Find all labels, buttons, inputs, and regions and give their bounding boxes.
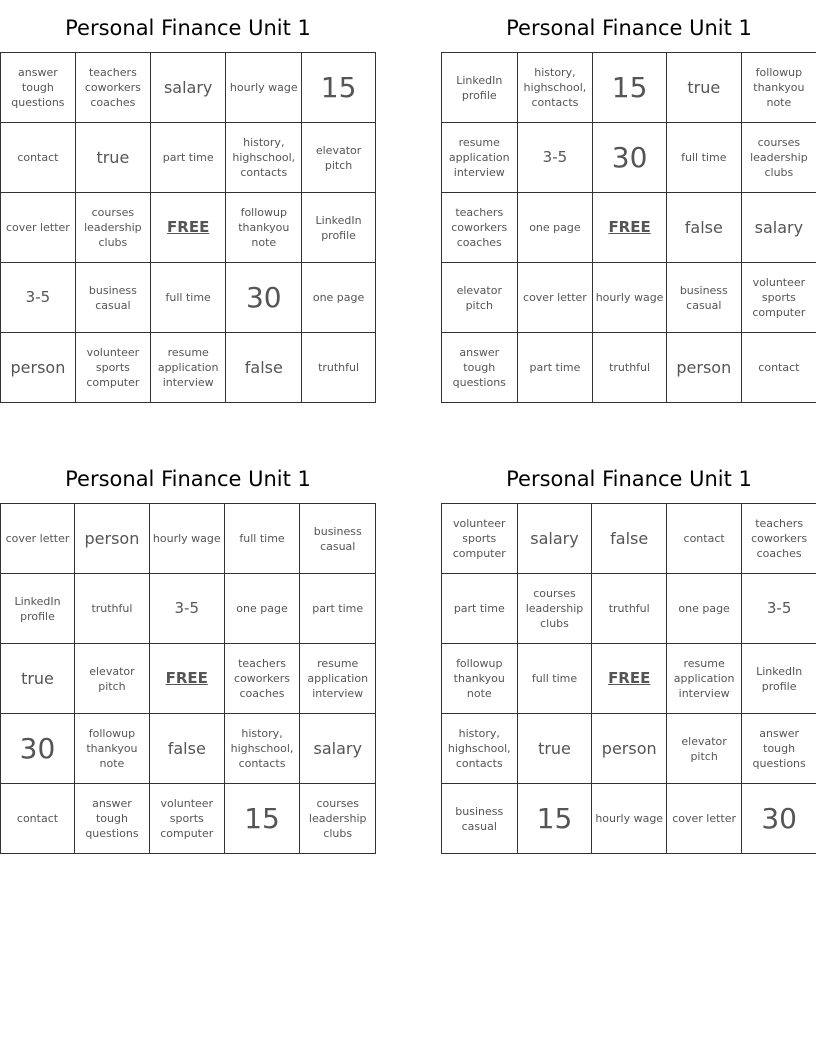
grid-cell: one page — [666, 574, 741, 644]
grid-cell: true — [666, 53, 741, 123]
grid-cell: 30 — [1, 714, 75, 784]
grid-row — [442, 504, 816, 574]
grid-row — [442, 784, 816, 854]
grid-cell: full time — [224, 504, 300, 574]
grid-cell: answer tough questions — [1, 53, 76, 123]
grid-cell: history, highschool, contacts — [226, 123, 302, 193]
grid-cell: false — [666, 193, 741, 263]
grid-row — [442, 53, 816, 123]
grid-cell: one page — [517, 193, 593, 263]
card-title: Personal Finance Unit 1 — [65, 467, 311, 491]
grid-cell: 30 — [593, 123, 667, 193]
grid-cell: false — [149, 714, 224, 784]
bingo-card-3 — [0, 463, 376, 854]
grid-row — [442, 714, 816, 784]
grid-row — [1, 263, 376, 333]
grid-cell: followup thankyou note — [226, 193, 302, 263]
grid-cell: resume application interview — [666, 644, 741, 714]
grid-row — [442, 123, 816, 193]
grid-cell: history, highschool, contacts — [224, 714, 300, 784]
grid-cell: LinkedIn profile — [1, 574, 75, 644]
grid-cell: salary — [741, 193, 816, 263]
grid-cell: courses leadership clubs — [741, 123, 816, 193]
grid-cell: teachers coworkers coaches — [742, 504, 816, 574]
grid-cell: cover letter — [1, 193, 76, 263]
card-title: Personal Finance Unit 1 — [506, 467, 752, 491]
grid-row — [1, 193, 376, 263]
grid-cell: contact — [1, 784, 75, 854]
grid-cell: part time — [300, 574, 376, 644]
grid-cell: full time — [150, 263, 225, 333]
grid-cell: 3-5 — [1, 263, 76, 333]
grid-cell: teachers coworkers coaches — [442, 193, 518, 263]
grid-cell: 3-5 — [742, 574, 816, 644]
grid-cell: courses leadership clubs — [300, 784, 376, 854]
grid-cell: 15 — [302, 53, 376, 123]
grid-cell: truthful — [302, 333, 376, 403]
free-space-cell: FREE — [150, 193, 225, 263]
bingo-card-1 — [0, 12, 376, 403]
grid-cell: resume application interview — [300, 644, 376, 714]
grid-cell: cover letter — [1, 504, 75, 574]
grid-cell: true — [1, 644, 75, 714]
grid-cell: person — [74, 504, 149, 574]
grid-cell: truthful — [592, 574, 667, 644]
card-title: Personal Finance Unit 1 — [65, 16, 311, 40]
grid-cell: truthful — [593, 333, 667, 403]
grid-cell: part time — [150, 123, 225, 193]
grid-cell: hourly wage — [226, 53, 302, 123]
grid-cell: salary — [300, 714, 376, 784]
grid-cell: history, highschool, contacts — [517, 53, 593, 123]
grid-cell: contact — [741, 333, 816, 403]
grid-cell: hourly wage — [593, 263, 667, 333]
grid-cell: answer tough questions — [742, 714, 816, 784]
grid-row — [442, 193, 816, 263]
grid-row — [1, 714, 376, 784]
grid-row — [442, 574, 816, 644]
grid-cell: true — [517, 714, 592, 784]
grid-row — [1, 333, 376, 403]
grid-cell: 30 — [226, 263, 302, 333]
grid-cell: elevator pitch — [302, 123, 376, 193]
grid-cell: 3-5 — [149, 574, 224, 644]
grid-cell: truthful — [74, 574, 149, 644]
grid-cell: hourly wage — [149, 504, 224, 574]
grid-cell: answer tough questions — [74, 784, 149, 854]
grid-cell: cover letter — [666, 784, 741, 854]
grid-cell: one page — [302, 263, 376, 333]
grid-cell: full time — [666, 123, 741, 193]
grid-cell: 15 — [593, 53, 667, 123]
grid-cell: resume application interview — [442, 123, 518, 193]
grid-row — [442, 644, 816, 714]
free-space-cell: FREE — [149, 644, 224, 714]
grid-cell: true — [75, 123, 150, 193]
grid-cell: LinkedIn profile — [742, 644, 816, 714]
bingo-grid — [441, 52, 816, 403]
grid-row — [442, 333, 816, 403]
grid-cell: resume application interview — [150, 333, 225, 403]
grid-cell: elevator pitch — [666, 714, 741, 784]
grid-cell: teachers coworkers coaches — [224, 644, 300, 714]
grid-cell: LinkedIn profile — [442, 53, 518, 123]
grid-cell: full time — [517, 644, 592, 714]
grid-row — [1, 504, 376, 574]
grid-cell: person — [592, 714, 667, 784]
grid-cell: cover letter — [517, 263, 593, 333]
bingo-card-4 — [441, 463, 816, 854]
grid-row — [442, 263, 816, 333]
grid-row — [1, 784, 376, 854]
grid-cell: business casual — [666, 263, 741, 333]
card-title: Personal Finance Unit 1 — [506, 16, 752, 40]
grid-cell: elevator pitch — [74, 644, 149, 714]
grid-row — [1, 644, 376, 714]
grid-cell: contact — [666, 504, 741, 574]
grid-cell: followup thankyou note — [74, 714, 149, 784]
free-space-cell: FREE — [593, 193, 667, 263]
bingo-card-2 — [441, 12, 816, 403]
grid-cell: hourly wage — [592, 784, 667, 854]
grid-cell: volunteer sports computer — [75, 333, 150, 403]
grid-cell: volunteer sports computer — [149, 784, 224, 854]
grid-cell: 3-5 — [517, 123, 593, 193]
grid-cell: one page — [224, 574, 300, 644]
grid-cell: salary — [517, 504, 592, 574]
grid-cell: person — [666, 333, 741, 403]
grid-cell: volunteer sports computer — [442, 504, 518, 574]
free-space-cell: FREE — [592, 644, 667, 714]
grid-cell: business casual — [300, 504, 376, 574]
grid-cell: business casual — [442, 784, 518, 854]
bingo-grid — [0, 52, 376, 403]
grid-row — [1, 123, 376, 193]
grid-cell: false — [592, 504, 667, 574]
grid-cell: false — [226, 333, 302, 403]
grid-cell: 15 — [224, 784, 300, 854]
grid-cell: contact — [1, 123, 76, 193]
bingo-grid — [441, 503, 816, 854]
grid-cell: teachers coworkers coaches — [75, 53, 150, 123]
grid-cell: courses leadership clubs — [75, 193, 150, 263]
grid-cell: LinkedIn profile — [302, 193, 376, 263]
grid-row — [1, 574, 376, 644]
grid-cell: salary — [150, 53, 225, 123]
grid-cell: followup thankyou note — [442, 644, 518, 714]
bingo-grid — [0, 503, 376, 854]
grid-cell: 30 — [742, 784, 816, 854]
grid-cell: person — [1, 333, 76, 403]
grid-cell: volunteer sports computer — [741, 263, 816, 333]
grid-cell: part time — [517, 333, 593, 403]
grid-cell: 15 — [517, 784, 592, 854]
grid-cell: courses leadership clubs — [517, 574, 592, 644]
grid-cell: part time — [442, 574, 518, 644]
grid-cell: business casual — [75, 263, 150, 333]
grid-cell: history, highschool, contacts — [442, 714, 518, 784]
grid-cell: answer tough questions — [442, 333, 518, 403]
grid-cell: elevator pitch — [442, 263, 518, 333]
grid-cell: followup thankyou note — [741, 53, 816, 123]
grid-row — [1, 53, 376, 123]
